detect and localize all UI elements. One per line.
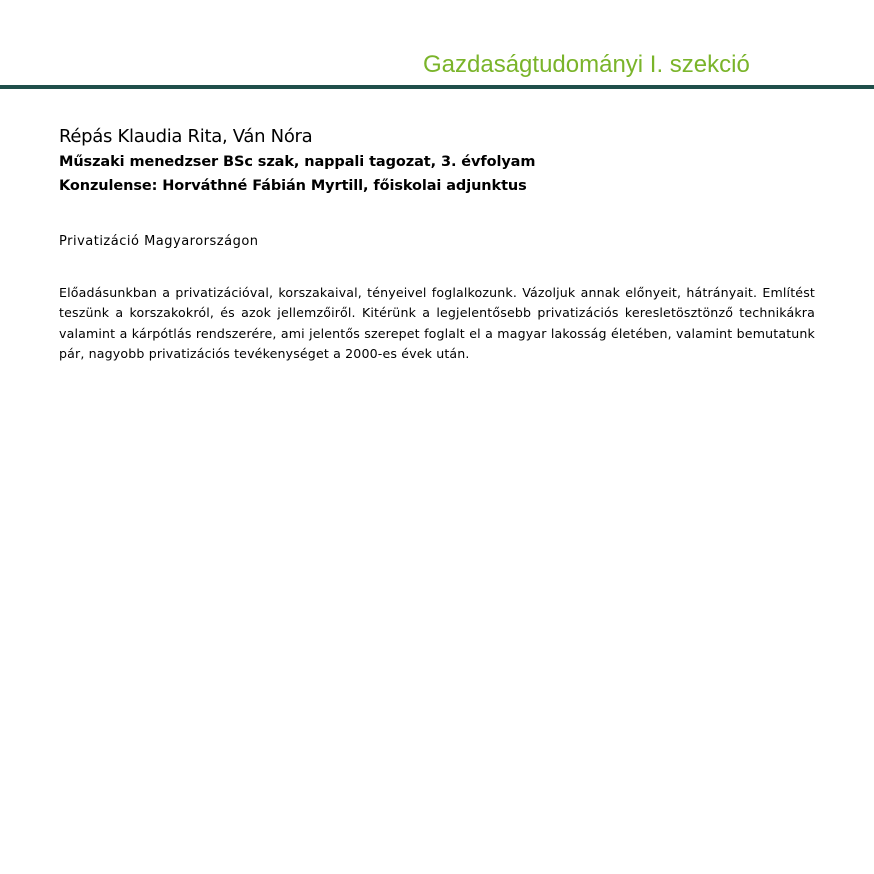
paper-supervisor: Konzulense: Horváthné Fábián Myrtill, főiskolai adjunktus bbox=[59, 178, 527, 194]
section-title: Gazdaságtudományi I. szekció bbox=[423, 51, 750, 78]
paper-authors: Répás Klaudia Rita, Ván Nóra bbox=[59, 126, 313, 147]
paper-program: Műszaki menedzser BSc szak, nappali tagozat, 3. évfolyam bbox=[59, 154, 536, 170]
section-header bbox=[0, 0, 874, 89]
paper-title: Privatizáció Magyarországon bbox=[59, 234, 259, 249]
paper-entry bbox=[59, 124, 815, 365]
header-divider bbox=[0, 85, 874, 89]
paper-abstract: Előadásunkban a privatizációval, korszakaival, tényeivel foglalkozunk. Vázoljuk annak előnyeit, hátrányait. Említést teszünk a korszakokról, és azok jellemzőiről. Kitérünk a legjelentősebb privatizációs keresletösztönző technikákra valamint a kárpótlás rendszerére, ami jelentős szerepet foglalt el a magyar lakosság életében, valamint bemutatunk pár, nagyobb privatizációs tevékenységet a 2000-es évek után. bbox=[59, 285, 815, 362]
